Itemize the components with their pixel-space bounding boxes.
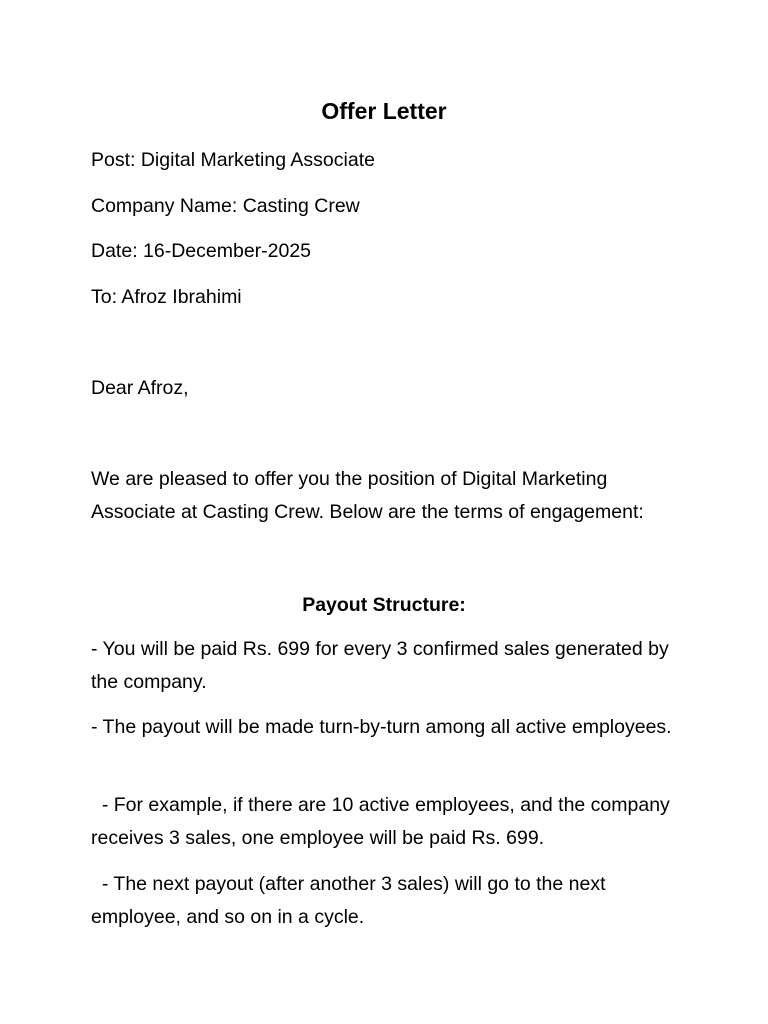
- page-title: Offer Letter: [321, 98, 447, 124]
- date-line: Date: 16-December-2025: [91, 240, 312, 262]
- payout-item: - The payout will be made turn-by-turn among all active employees.: [91, 716, 672, 738]
- payout-item: - You will be paid Rs. 699 for every 3 confirmed sales generated by the company.: [91, 638, 669, 693]
- intro-paragraph: We are pleased to offer you the position of Digital Marketing Associate at Casting Crew. Below are the terms of engagement:: [91, 468, 644, 523]
- post-line: Post: Digital Marketing Associate: [91, 149, 375, 171]
- payout-heading: Payout Structure:: [302, 594, 466, 616]
- salutation: Dear Afroz,: [91, 377, 189, 399]
- payout-item: - For example, if there are 10 active employees, and the company receives 3 sales, one employee will be paid Rs. 699.: [91, 794, 676, 849]
- recipient-line: To: Afroz Ibrahimi: [91, 286, 242, 308]
- company-line: Company Name: Casting Crew: [91, 195, 360, 217]
- payout-item: - The next payout (after another 3 sales) will go to the next employee, and so on in a cycle.: [91, 873, 611, 928]
